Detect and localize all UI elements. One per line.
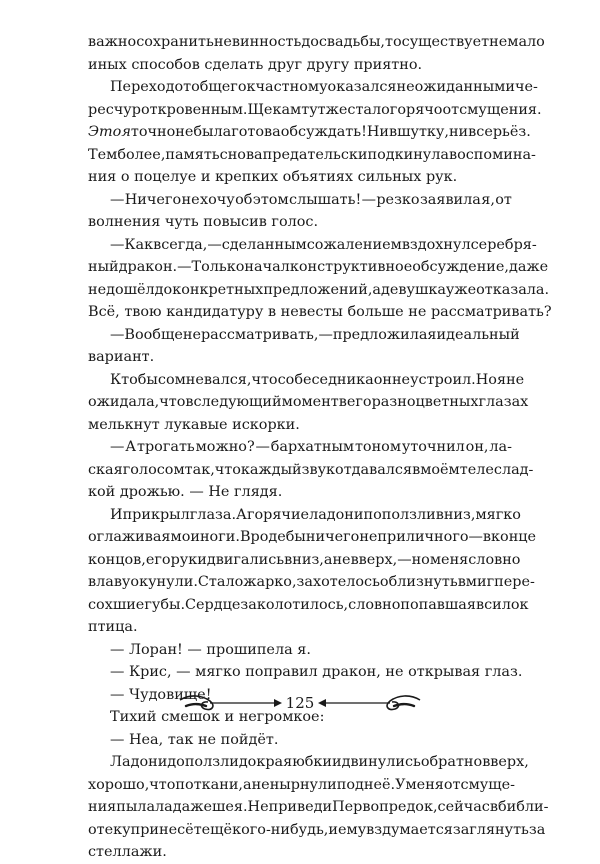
text-line: И прикрыл глаза. А горячие ладони поползли вниз, мягко: [110, 506, 521, 523]
text-line: ния о поцелуе и крепких объятиях сильных рук.: [88, 169, 458, 185]
text-line: Ладони доползли до края юбки и двинулись обратно вверх,: [110, 754, 529, 770]
text-line: Тем более, память снова предательски подкинула воспомина-: [88, 146, 536, 163]
text-line: — Чудовище!: [110, 686, 212, 703]
page-number: 125: [285, 694, 315, 712]
text-line: волнения чуть повысив голос.: [88, 214, 319, 230]
text-line: — Крис, — мягко поправил дракон, не открывая глаз.: [110, 664, 523, 680]
text-line: ская голосом так, что каждый звук отдавался в моём теле слад-: [88, 461, 534, 478]
text-line: ный дракон. — Только начал конструктивное обсуждение, даже: [88, 259, 549, 275]
text-line: Кто бы сомневался, что собеседника он не устроил. Но я не: [110, 371, 525, 388]
text-line: вариант.: [88, 349, 155, 365]
text-line: Переход от общего к частному оказался неожиданным и че-: [110, 79, 538, 95]
text-line: — Вообще не рассматривать, — предложила я идеальный: [110, 326, 520, 343]
text-line: иных способов сделать друг другу приятно.: [88, 56, 423, 73]
text-line: — А трогать можно? — бархатным тоном уточнил он, ла-: [110, 439, 512, 455]
text-line: — Неа, так не пойдёт.: [110, 731, 279, 748]
text-line: не дошёл до конкретных предложений, а девушка уже отказала.: [88, 281, 550, 298]
text-line: ния пылала даже шея. Не приведи Первопредок, сейчас в библи-: [88, 799, 549, 815]
text-line: Тихий смешок и негромкое:: [110, 709, 325, 725]
text-line: птица.: [88, 619, 138, 635]
text-line: стеллажи.: [88, 844, 167, 860]
text-line: — Ничего не хочу об этом слышать! — резко заявила я, от: [110, 191, 512, 208]
text-line: Всё, твою кандидатуру в невесты больше не рассматривать?: [88, 304, 552, 320]
text-line: — Как всегда, — с деланным сожалением вздохнул серебря-: [110, 236, 537, 253]
right-flourish-icon: [314, 692, 424, 714]
text-line: мелькнут лукавые искорки.: [88, 416, 300, 433]
text-line: хорошо, что по ткани, а не нырнули под неё. У меня от смуще-: [88, 776, 515, 793]
body-text: [88, 31, 552, 864]
text-line: сохшие губы. Сердце заколотилось, словно попавшая в силок: [88, 596, 529, 613]
text-line: оглаживая мои ноги. Вроде бы ничего неприличного — в конце: [88, 529, 537, 545]
text-line: кой дрожью. — Не глядя.: [88, 484, 283, 500]
text-line: отеку принесёт ещё кого-нибудь, и ему вздумается заглянуть за: [88, 821, 546, 838]
text-line: важно сохранить невинность до свадьбы, то существует немало: [88, 34, 545, 50]
text-line: в лаву окунули. Стало жарко, захотелось облизнуть вмиг пере-: [88, 574, 535, 590]
text-line: — Лоран! — прошипела я.: [110, 641, 311, 658]
text-line: ожидала, что в следующий момент в его разноцветных глазах: [88, 394, 529, 410]
text-line: Это я точно не была готова обсуждать! Ни в шутку, ни всерьёз.: [88, 124, 531, 140]
page-footer: [0, 686, 600, 726]
text-line: концов, его руки двигались вниз, а не вверх, — но меня словно: [88, 551, 521, 568]
text-line: ресчур откровенным. Щекам тут же стало горячо от смущения.: [88, 101, 542, 118]
